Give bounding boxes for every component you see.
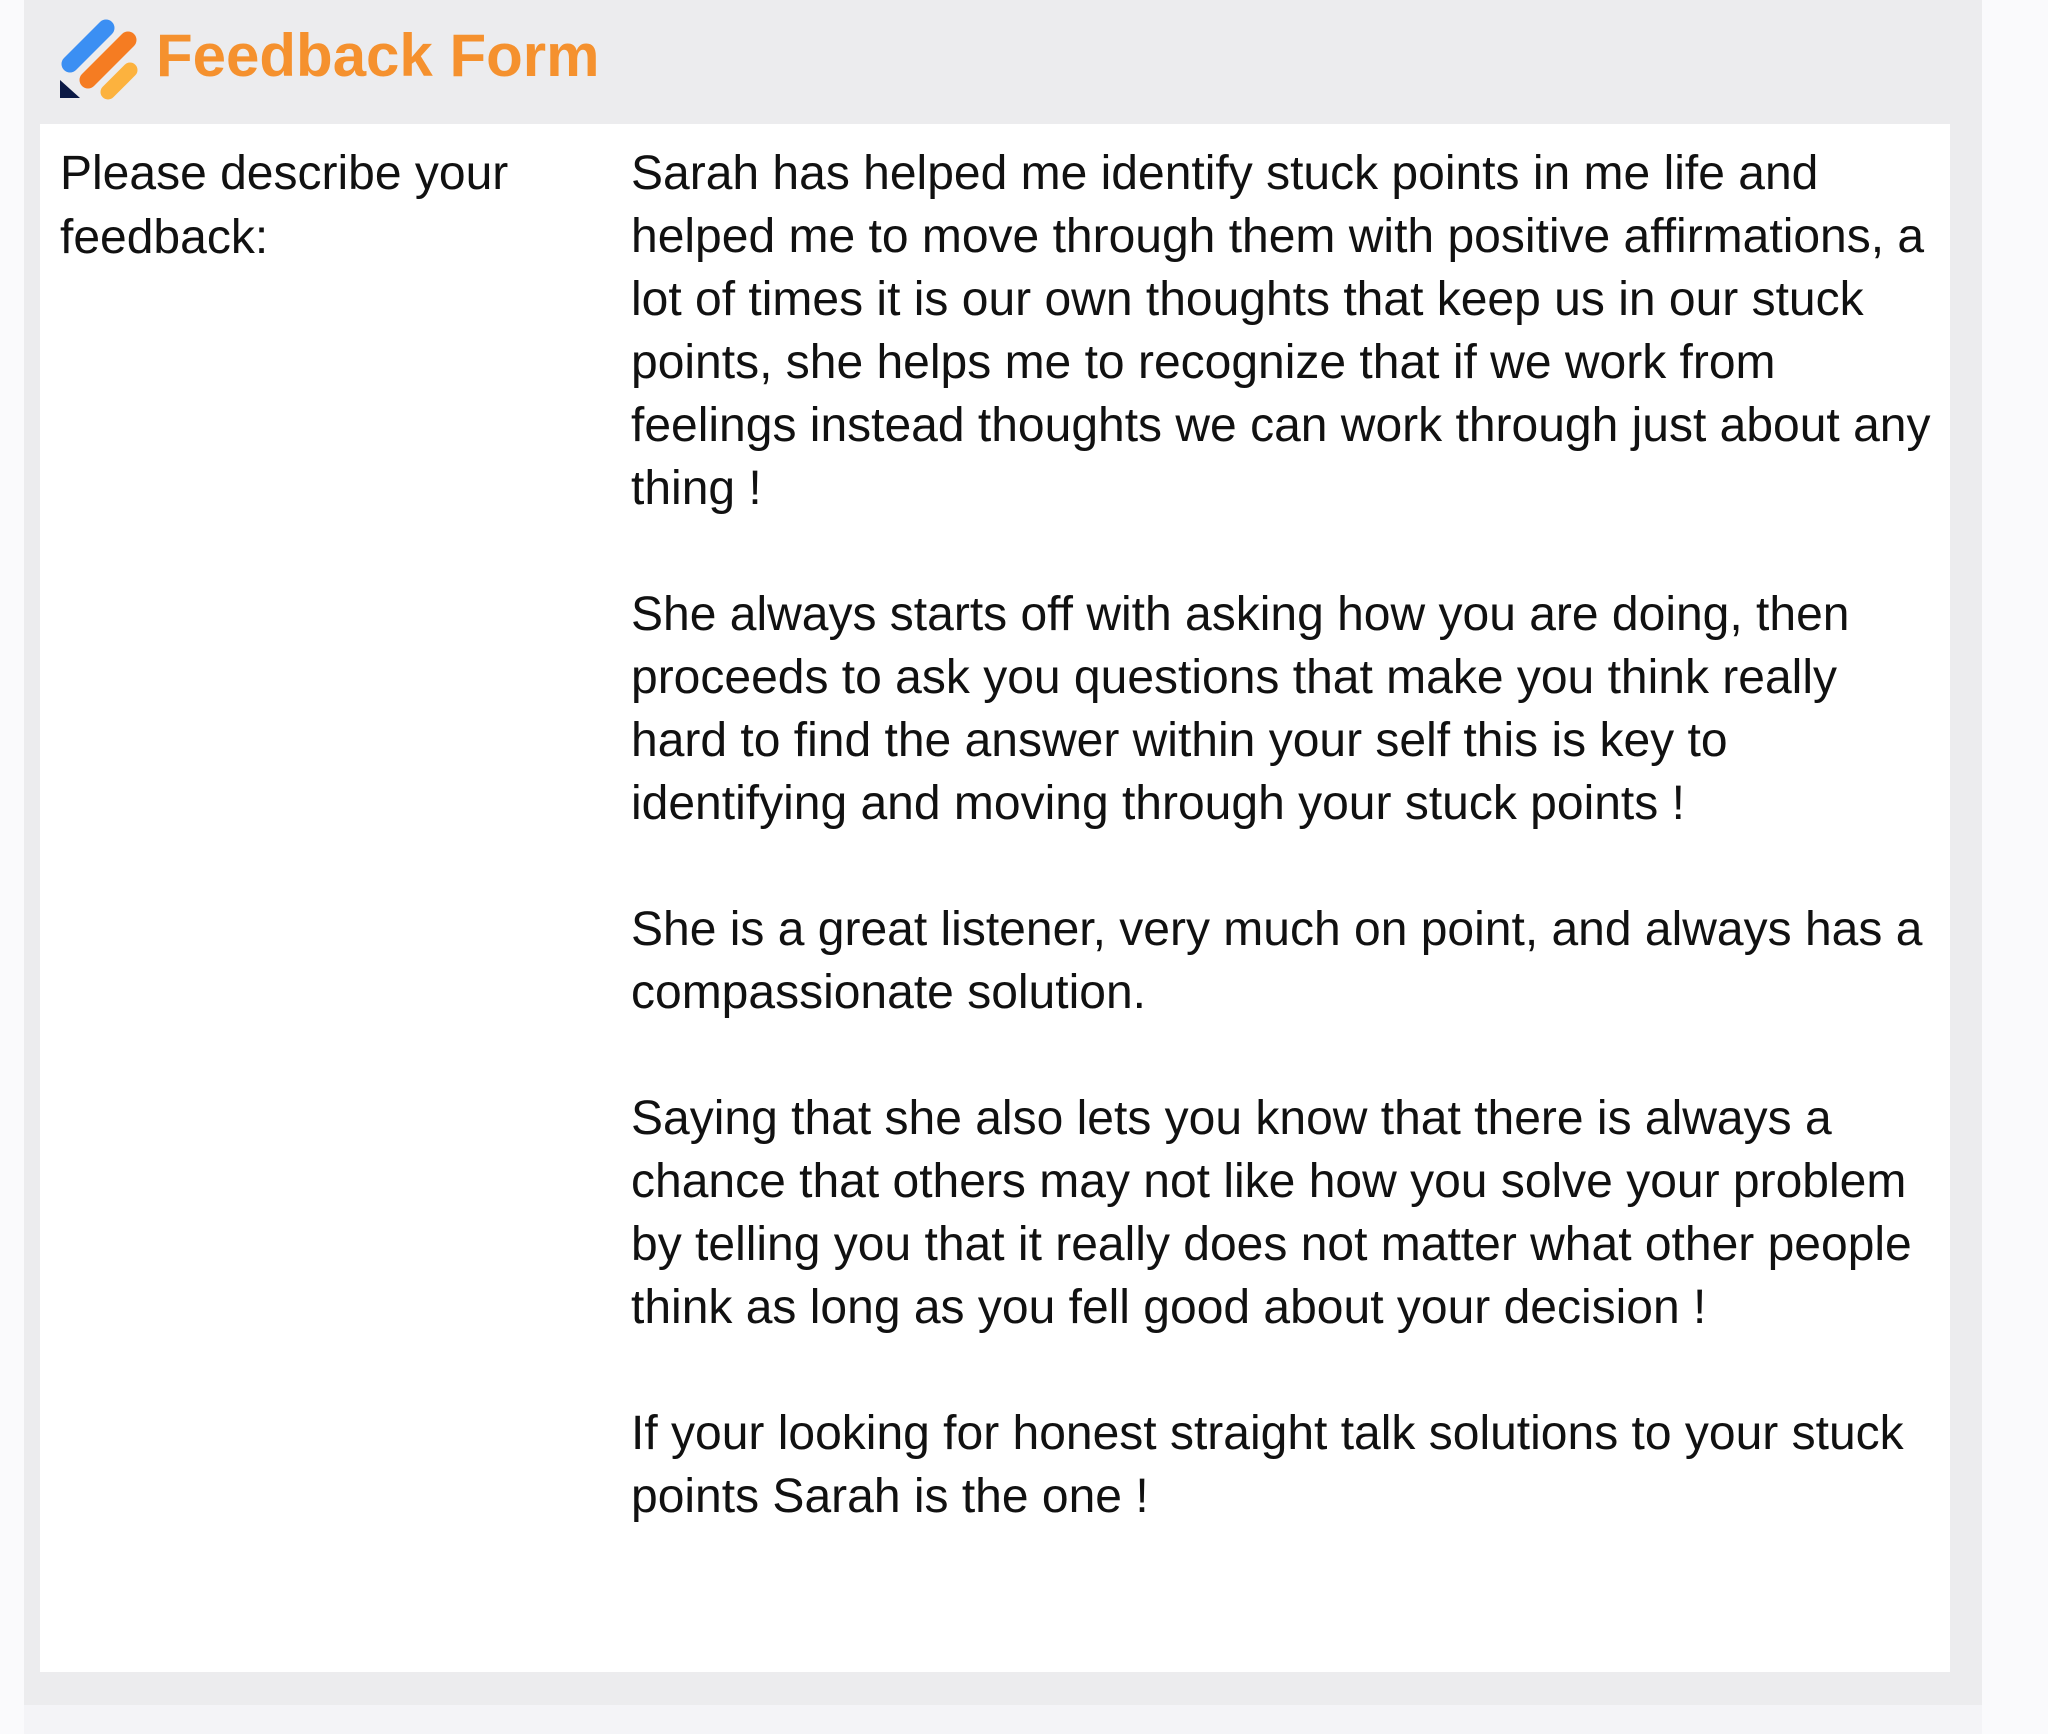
- page-bottom-strip: [24, 1705, 1982, 1734]
- form-title: Feedback Form: [156, 22, 600, 89]
- feedback-paragraph-5: If your looking for honest straight talk solutions to your stuck points Sarah is the one !: [631, 1407, 1904, 1523]
- feedback-field-label: Please describe your feedback:: [60, 147, 509, 264]
- form-header: [24, 0, 1982, 124]
- feedback-answer: [631, 142, 1936, 1528]
- app-logo-icon: [58, 12, 142, 102]
- feedback-paragraph-4: Saying that she also lets you know that there is always a chance that others may not like how you solve your problem by telling you that it really does not matter what other people think as long as you fell good about your decision !: [631, 1092, 1912, 1334]
- feedback-paragraph-3: She is a great listener, very much on point, and always has a compassionate solution.: [631, 903, 1923, 1019]
- feedback-paragraph-1: Sarah has helped me identify stuck points in me life and helped me to move through them with positive affirmations, a lot of times it is our own thoughts that keep us in our stuck points, she helps me to recognize that if we work from feelings instead thoughts we can work through just about any thing !: [631, 147, 1931, 515]
- feedback-form-card: [24, 0, 1982, 1705]
- feedback-paragraph-2: She always starts off with asking how you are doing, then proceeds to ask you questions that make you think really hard to find the answer within your self this is key to identifying and moving through your stuck points !: [631, 588, 1850, 830]
- form-body: [40, 124, 1950, 1672]
